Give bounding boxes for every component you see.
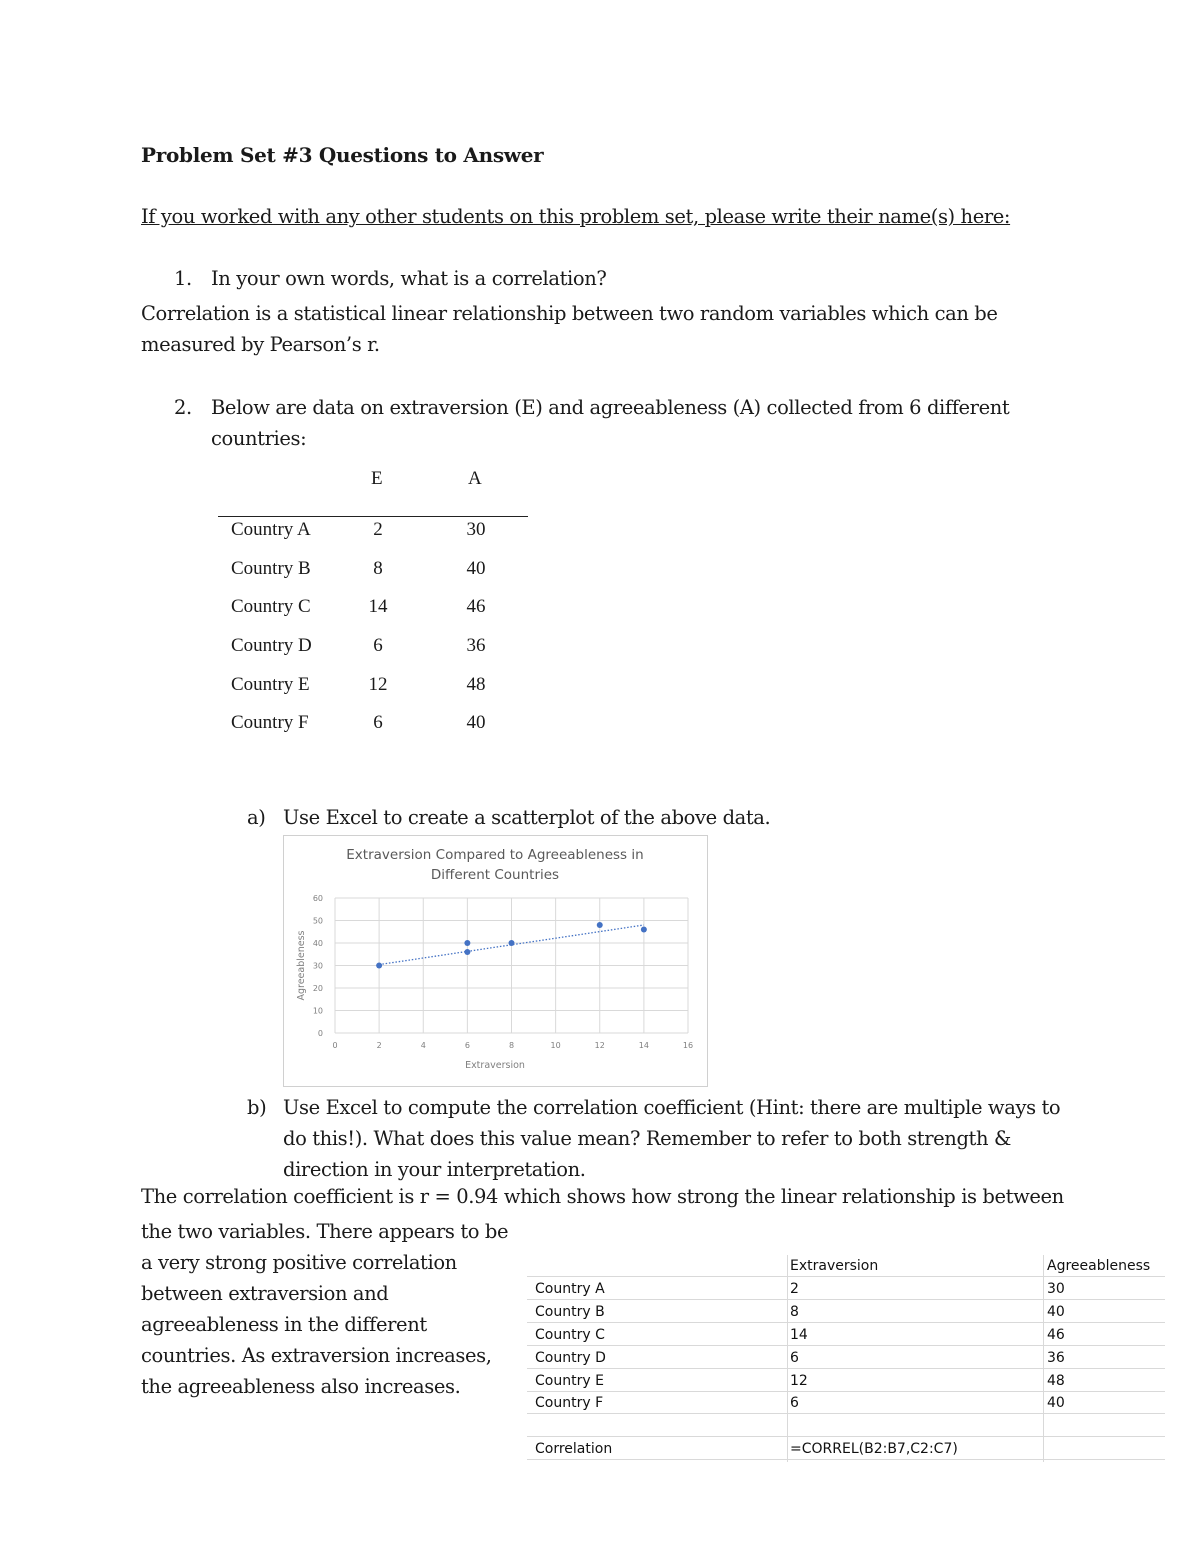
data-point <box>597 922 603 928</box>
excel-gridline <box>787 1255 788 1462</box>
country-cell: Country E <box>231 674 310 695</box>
answer-1: Correlation is a statistical linear relationship between two random variables which can be measured by Pearson’s r. <box>141 302 998 356</box>
excel-row-label: Country E <box>535 1373 604 1389</box>
data-point <box>464 949 470 955</box>
answer-2-first-line: The correlation coefficient is r = 0.94 which shows how strong the linear relationship is between <box>141 1185 1064 1208</box>
excel-gridline <box>1043 1255 1044 1462</box>
sub-question-a-label: a) <box>247 806 266 829</box>
excel-cell-e: 14 <box>790 1327 808 1343</box>
data-point <box>641 927 647 933</box>
country-cell: Country C <box>231 596 311 617</box>
y-tick-label: 20 <box>312 984 323 993</box>
excel-cell-a: 46 <box>1047 1327 1065 1343</box>
table-header-a: A <box>468 468 482 489</box>
excel-correlation-label: Correlation <box>535 1441 613 1457</box>
y-tick-label: 10 <box>312 1006 323 1016</box>
excel-gridline <box>527 1436 1165 1437</box>
table-row <box>0 596 1200 634</box>
y-tick-label: 0 <box>317 1029 323 1038</box>
e-cell: 8 <box>373 558 383 579</box>
y-tick-label: 50 <box>312 916 323 926</box>
sub-question-a-text: Use Excel to create a scatterplot of the above data. <box>283 806 771 829</box>
country-cell: Country B <box>231 558 311 579</box>
a-cell: 40 <box>466 558 486 579</box>
y-tick-label: 30 <box>312 961 323 971</box>
table-header-e: E <box>371 468 383 489</box>
excel-gridline <box>527 1413 1165 1414</box>
excel-cell-a: 40 <box>1047 1304 1065 1320</box>
excel-row-label: Country A <box>535 1281 605 1297</box>
excel-cell-e: 8 <box>790 1304 799 1320</box>
scatter-chart <box>283 835 708 1087</box>
sub-question-b-text: Use Excel to compute the correlation coefficient (Hint: there are multiple ways to do this!). What does this value mean? Remember to refer to both strength & direction in your interpretation. <box>283 1096 1061 1181</box>
page-title: Problem Set #3 Questions to Answer <box>141 143 544 167</box>
x-tick-label: 4 <box>420 1041 426 1050</box>
data-point <box>509 940 515 946</box>
y-axis-label: Agreeableness <box>296 930 307 1001</box>
excel-gridline <box>527 1345 1165 1346</box>
table-row <box>0 519 1200 557</box>
a-cell: 36 <box>466 635 486 656</box>
collaborator-prompt: If you worked with any other students on this problem set, please write their name(s) here: <box>141 205 1011 228</box>
excel-correlation-formula: =CORREL(B2:B7,C2:C7) <box>790 1441 958 1457</box>
excel-gridline <box>527 1299 1165 1300</box>
e-cell: 2 <box>373 519 383 540</box>
answer-2-continued: the two variables. There appears to be a very strong positive correlation between extraversion and agreeableness in the different countries. As extraversion increases, the agreeableness also increases. <box>141 1220 509 1398</box>
question-2-text: Below are data on extraversion (E) and agreeableness (A) collected from 6 different countries: <box>211 396 1010 450</box>
excel-gridline <box>527 1459 1165 1460</box>
excel-row-label: Country F <box>535 1395 604 1411</box>
table-row <box>0 635 1200 673</box>
question-1-number: 1. <box>174 267 192 290</box>
excel-col-header-agreeableness: Agreeableness <box>1047 1258 1151 1274</box>
country-cell: Country A <box>231 519 311 540</box>
a-cell: 46 <box>466 596 486 617</box>
chart-title-line: Different Countries <box>430 867 560 883</box>
excel-gridline <box>527 1368 1165 1369</box>
x-tick-label: 16 <box>682 1041 694 1050</box>
x-tick-label: 2 <box>376 1041 382 1050</box>
table-row <box>0 558 1200 596</box>
excel-cell-e: 2 <box>790 1281 799 1297</box>
e-cell: 6 <box>373 712 383 733</box>
x-tick-label: 0 <box>332 1041 338 1050</box>
excel-cell-e: 12 <box>790 1373 808 1389</box>
question-2-number: 2. <box>174 396 192 419</box>
y-tick-label: 40 <box>312 939 323 948</box>
excel-gridline <box>527 1391 1165 1392</box>
question-1 <box>174 267 606 290</box>
sub-question-b <box>247 1092 1067 1185</box>
a-cell: 40 <box>466 712 486 733</box>
table-header-rule <box>218 516 528 517</box>
x-axis-label: Extraversion <box>465 1060 525 1071</box>
table-row <box>0 674 1200 712</box>
sub-question-b-label: b) <box>247 1096 267 1119</box>
a-cell: 48 <box>466 674 486 695</box>
e-cell: 12 <box>368 674 388 695</box>
excel-cell-a: 48 <box>1047 1373 1065 1389</box>
excel-row-label: Country B <box>535 1304 605 1320</box>
chart-title-line: Extraversion Compared to Agreeableness in <box>346 847 644 863</box>
e-cell: 6 <box>373 635 383 656</box>
y-tick-label: 60 <box>312 894 323 903</box>
x-tick-label: 10 <box>550 1041 561 1050</box>
question-1-text: In your own words, what is a correlation? <box>211 267 607 290</box>
excel-cell-a: 40 <box>1047 1395 1065 1411</box>
country-cell: Country D <box>231 635 312 656</box>
table-row <box>0 712 1200 750</box>
x-tick-label: 12 <box>594 1041 605 1050</box>
x-tick-label: 14 <box>638 1041 649 1050</box>
excel-cell-e: 6 <box>790 1395 799 1411</box>
excel-cell-a: 30 <box>1047 1281 1065 1297</box>
e-cell: 14 <box>368 596 388 617</box>
data-point <box>376 963 382 969</box>
excel-col-header-extraversion: Extraversion <box>790 1258 879 1274</box>
excel-row-label: Country D <box>535 1350 606 1366</box>
excel-cell-e: 6 <box>790 1350 799 1366</box>
scatter-chart-svg <box>284 836 707 1086</box>
x-tick-label: 8 <box>508 1041 515 1050</box>
excel-gridline <box>527 1276 1165 1277</box>
x-tick-label: 6 <box>464 1041 470 1050</box>
country-cell: Country F <box>231 712 309 733</box>
excel-gridline <box>527 1322 1165 1323</box>
sub-question-a <box>247 806 770 829</box>
question-2 <box>174 392 1024 454</box>
excel-row-label: Country C <box>535 1327 605 1343</box>
excel-cell-a: 36 <box>1047 1350 1065 1366</box>
data-point <box>464 940 470 946</box>
a-cell: 30 <box>466 519 486 540</box>
